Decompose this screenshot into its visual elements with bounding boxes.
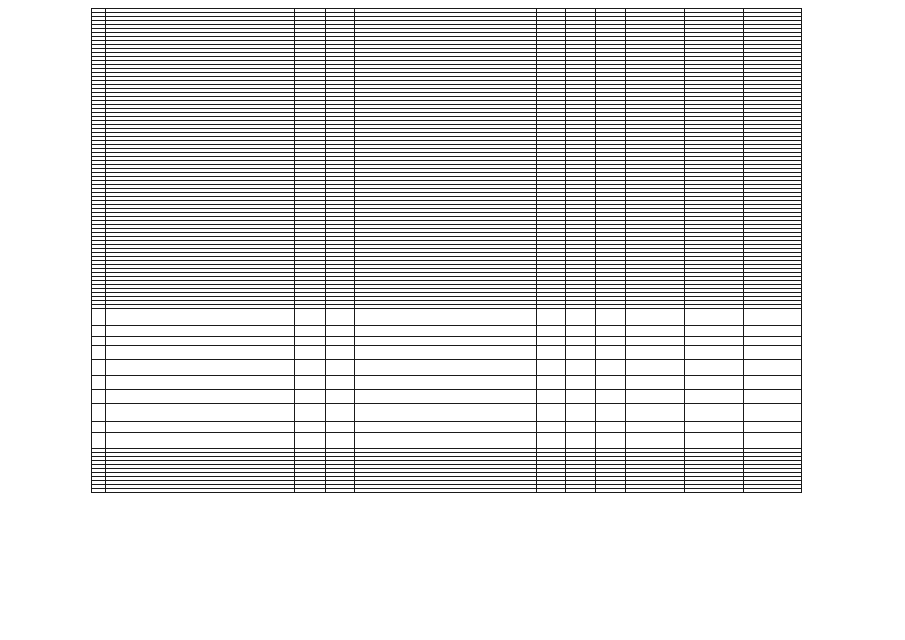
cell-year_built xyxy=(295,346,326,360)
cell-sum_1 xyxy=(626,326,685,337)
cell-year_built xyxy=(295,337,326,346)
cell-year_built xyxy=(295,404,326,422)
cell-id xyxy=(92,309,106,326)
cell-year_repair xyxy=(326,337,355,346)
cell-year_built xyxy=(295,360,326,376)
cell-sum_1 xyxy=(626,346,685,360)
cell-sum_2 xyxy=(685,360,744,376)
cell-sum_3 xyxy=(744,404,802,422)
cell-sum_3 xyxy=(744,326,802,337)
cell-year_built xyxy=(295,422,326,433)
cell-plan_start xyxy=(537,390,566,404)
cell-year_repair xyxy=(326,346,355,360)
cell-address xyxy=(106,390,295,404)
cell-sum_2 xyxy=(685,404,744,422)
cell-year_repair xyxy=(326,376,355,390)
cell-year_to xyxy=(596,309,626,326)
cell-id xyxy=(92,376,106,390)
cell-year_to xyxy=(596,390,626,404)
cell-sum_2 xyxy=(685,433,744,449)
cell-plan_start xyxy=(537,422,566,433)
cell-work_type xyxy=(355,326,537,337)
cell-address xyxy=(106,309,295,326)
cell-year_built xyxy=(295,390,326,404)
cell-work_type xyxy=(355,376,537,390)
cell-plan_start xyxy=(537,489,566,493)
cell-plan_start xyxy=(537,346,566,360)
cell-sum_3 xyxy=(744,433,802,449)
cell-sum_2 xyxy=(685,309,744,326)
cell-sum_1 xyxy=(626,337,685,346)
table-row xyxy=(92,489,802,493)
cell-sum_2 xyxy=(685,376,744,390)
cell-sum_1 xyxy=(626,422,685,433)
cell-plan_start xyxy=(537,360,566,376)
cell-address xyxy=(106,346,295,360)
cell-address xyxy=(106,326,295,337)
cell-address xyxy=(106,337,295,346)
table-row xyxy=(92,376,802,390)
cell-year_to xyxy=(596,326,626,337)
cell-plan_start xyxy=(537,309,566,326)
cell-sum_2 xyxy=(685,489,744,493)
cell-id xyxy=(92,337,106,346)
cell-year_to xyxy=(596,404,626,422)
cell-year_from xyxy=(566,422,596,433)
cell-id xyxy=(92,360,106,376)
cell-sum_2 xyxy=(685,337,744,346)
cell-work_type xyxy=(355,337,537,346)
cell-year_repair xyxy=(326,404,355,422)
cell-plan_start xyxy=(537,433,566,449)
cell-sum_3 xyxy=(744,346,802,360)
cell-sum_1 xyxy=(626,309,685,326)
cell-year_repair xyxy=(326,390,355,404)
table-row xyxy=(92,309,802,326)
table-row xyxy=(92,390,802,404)
table-row xyxy=(92,326,802,337)
cell-year_from xyxy=(566,326,596,337)
cell-sum_1 xyxy=(626,360,685,376)
cell-year_from xyxy=(566,309,596,326)
cell-sum_3 xyxy=(744,376,802,390)
cell-year_from xyxy=(566,376,596,390)
cell-id xyxy=(92,433,106,449)
cell-work_type xyxy=(355,404,537,422)
cell-year_to xyxy=(596,360,626,376)
table-row xyxy=(92,404,802,422)
cell-sum_1 xyxy=(626,390,685,404)
cell-address xyxy=(106,404,295,422)
cell-year_to xyxy=(596,376,626,390)
cell-year_repair xyxy=(326,433,355,449)
table-row xyxy=(92,422,802,433)
cell-sum_3 xyxy=(744,309,802,326)
cell-year_from xyxy=(566,489,596,493)
cell-plan_start xyxy=(537,404,566,422)
cell-id xyxy=(92,326,106,337)
table-row xyxy=(92,360,802,376)
cell-sum_2 xyxy=(685,346,744,360)
cell-work_type xyxy=(355,433,537,449)
cell-year_built xyxy=(295,433,326,449)
cell-id xyxy=(92,422,106,433)
cell-sum_1 xyxy=(626,404,685,422)
cell-year_to xyxy=(596,346,626,360)
cell-sum_3 xyxy=(744,337,802,346)
table-row xyxy=(92,346,802,360)
cell-id xyxy=(92,346,106,360)
cell-sum_1 xyxy=(626,433,685,449)
cell-sum_2 xyxy=(685,422,744,433)
cell-plan_start xyxy=(537,376,566,390)
cell-year_built xyxy=(295,326,326,337)
cell-plan_start xyxy=(537,337,566,346)
table-row xyxy=(92,433,802,449)
cell-id xyxy=(92,404,106,422)
cell-year_from xyxy=(566,404,596,422)
cell-address xyxy=(106,360,295,376)
cell-year_to xyxy=(596,433,626,449)
table-body xyxy=(92,9,802,493)
table-row xyxy=(92,337,802,346)
cell-sum_3 xyxy=(744,489,802,493)
cell-sum_1 xyxy=(626,489,685,493)
cell-id xyxy=(92,390,106,404)
spreadsheet-table xyxy=(91,8,802,493)
cell-year_from xyxy=(566,360,596,376)
cell-sum_2 xyxy=(685,326,744,337)
cell-year_to xyxy=(596,422,626,433)
cell-year_from xyxy=(566,390,596,404)
cell-address xyxy=(106,422,295,433)
cell-id xyxy=(92,489,106,493)
cell-year_built xyxy=(295,376,326,390)
cell-work_type xyxy=(355,360,537,376)
cell-work_type xyxy=(355,309,537,326)
cell-work_type xyxy=(355,489,537,493)
cell-address xyxy=(106,376,295,390)
cell-year_repair xyxy=(326,309,355,326)
cell-sum_3 xyxy=(744,422,802,433)
cell-sum_3 xyxy=(744,360,802,376)
cell-year_built xyxy=(295,309,326,326)
cell-year_built xyxy=(295,489,326,493)
cell-sum_2 xyxy=(685,390,744,404)
cell-year_to xyxy=(596,489,626,493)
cell-address xyxy=(106,433,295,449)
cell-year_from xyxy=(566,337,596,346)
cell-work_type xyxy=(355,390,537,404)
cell-work_type xyxy=(355,422,537,433)
cell-work_type xyxy=(355,346,537,360)
cell-year_repair xyxy=(326,360,355,376)
cell-year_to xyxy=(596,337,626,346)
cell-year_from xyxy=(566,433,596,449)
cell-address xyxy=(106,489,295,493)
cell-sum_3 xyxy=(744,390,802,404)
cell-year_repair xyxy=(326,326,355,337)
cell-plan_start xyxy=(537,326,566,337)
cell-year_from xyxy=(566,346,596,360)
cell-sum_1 xyxy=(626,376,685,390)
cell-year_repair xyxy=(326,422,355,433)
cell-year_repair xyxy=(326,489,355,493)
